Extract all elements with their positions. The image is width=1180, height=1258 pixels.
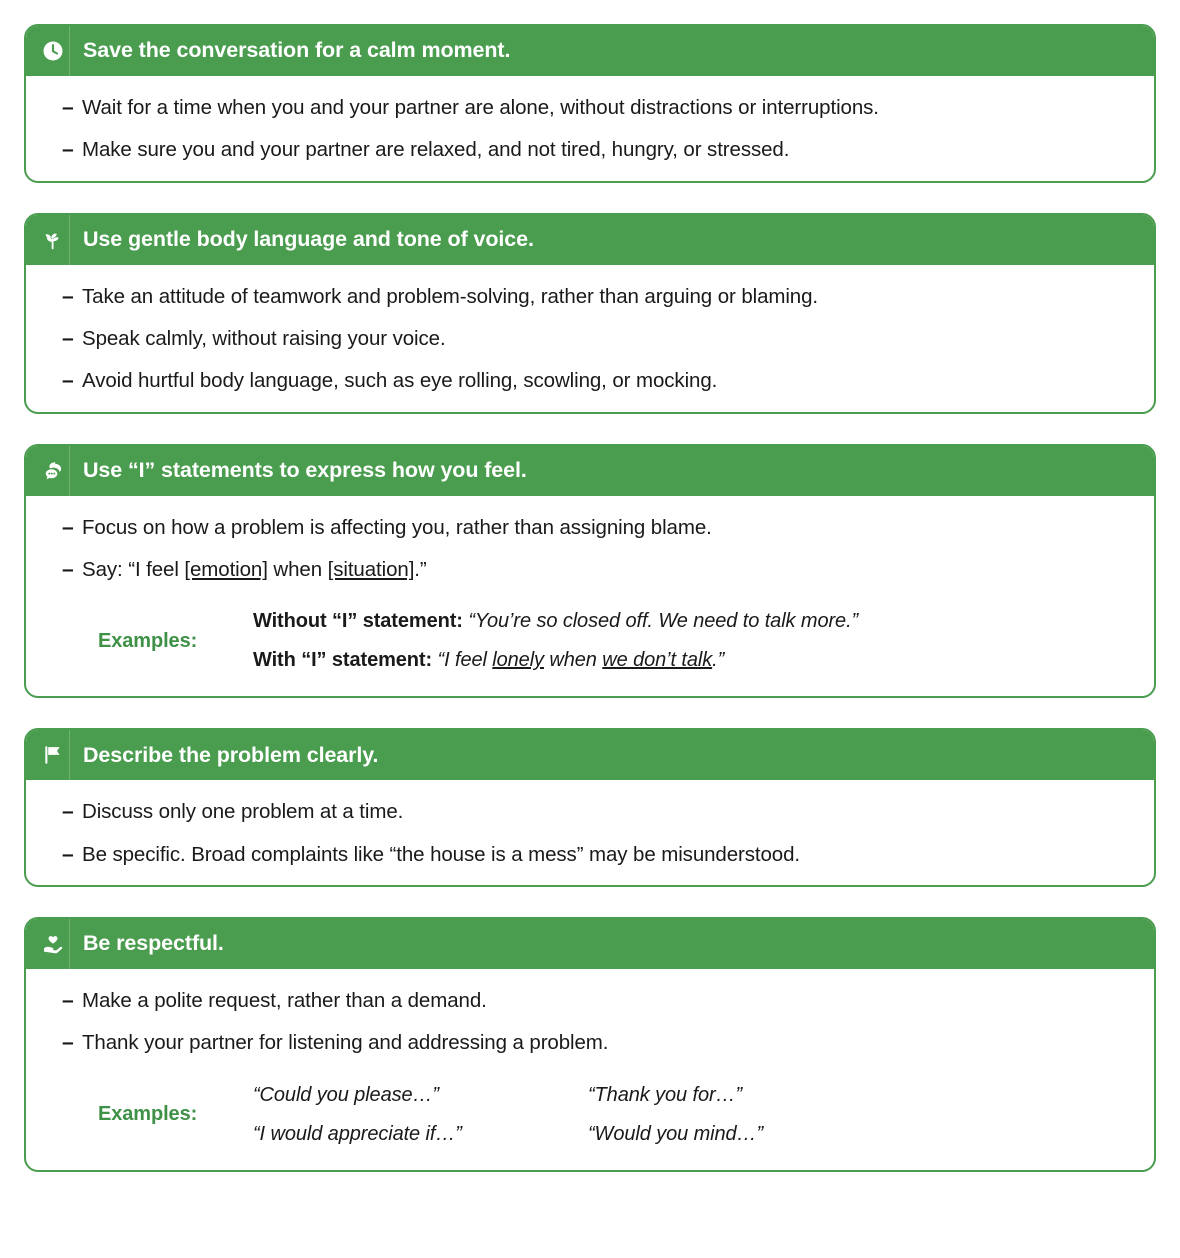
bullet-dash: – — [62, 515, 74, 539]
bullet-text: Thank your partner for listening and addressing a problem. — [82, 1031, 609, 1055]
list-item — [46, 136, 1134, 164]
bullet-text: Discuss only one problem at a time. — [82, 800, 404, 824]
card-title: Save the conversation for a calm moment. — [83, 38, 511, 63]
bullet-dash: – — [62, 558, 74, 582]
bullet-text: Be specific. Broad complaints like “the house is a mess” may be misunderstood. — [82, 842, 800, 866]
card-be-respectful — [24, 917, 1156, 1172]
list-item — [46, 1029, 1134, 1057]
card-header — [26, 26, 1154, 76]
card-header — [26, 215, 1154, 265]
leaf-icon — [36, 215, 70, 265]
example-phrase: “Thank you for…” — [588, 1083, 743, 1106]
bullet-dash: – — [62, 327, 74, 351]
bullet-dash: – — [62, 800, 74, 824]
bullet-dash: – — [62, 96, 74, 119]
example-phrase: “I would appreciate if…” — [253, 1122, 462, 1145]
bullet-dash: – — [62, 1031, 74, 1055]
list-item — [46, 367, 1134, 395]
card-gentle-body-language — [24, 213, 1156, 414]
bullet-text: Speak calmly, without raising your voice. — [82, 327, 446, 351]
card-save-the-conversation — [24, 24, 1156, 183]
list-item — [46, 514, 1134, 542]
list-item — [46, 283, 1134, 311]
bullet-dash: – — [62, 989, 74, 1013]
examples-lines — [253, 1076, 1134, 1154]
card-header — [26, 730, 1154, 780]
card-header — [26, 919, 1154, 969]
bullet-text: Focus on how a problem is affecting you, rather than assigning blame. — [82, 515, 712, 539]
card-body — [26, 496, 1154, 697]
list-item — [46, 325, 1134, 353]
card-title: Use “I” statements to express how you feel. — [83, 457, 527, 482]
examples-label: Examples: — [98, 629, 198, 652]
bullet-text: Take an attitude of teamwork and problem-solving, rather than arguing or blaming. — [82, 284, 819, 308]
bullet-dash: – — [62, 138, 74, 162]
list-item — [46, 94, 1134, 122]
card-i-statements — [24, 444, 1156, 699]
hand-heart-icon — [36, 919, 70, 969]
example-row — [253, 1076, 1134, 1115]
example-phrase: “Could you please…” — [253, 1083, 439, 1106]
example-row — [253, 1115, 1134, 1154]
bullet-text: Make a polite request, rather than a demand. — [82, 989, 487, 1013]
bullet-text: Wait for a time when you and your partner are alone, without distractions or interruptions. — [82, 96, 879, 119]
card-title: Be respectful. — [83, 931, 224, 956]
card-header — [26, 446, 1154, 496]
bullet-dash: – — [62, 842, 74, 866]
examples-block — [46, 602, 1134, 680]
list-item — [46, 556, 1134, 584]
clock-icon — [36, 26, 70, 76]
bullet-text-say: Say: “I feel [emotion] when [situation].” — [82, 558, 427, 582]
list-item — [46, 798, 1134, 826]
card-body — [26, 969, 1154, 1170]
example-quote: “I feel lonely when we don’t talk.” — [437, 649, 725, 672]
card-body — [26, 76, 1154, 181]
card-body — [26, 780, 1154, 885]
bullet-text: Make sure you and your partner are relaxed, and not tired, hungry, or stressed. — [82, 138, 790, 162]
list-item — [46, 987, 1134, 1015]
examples-lines — [253, 602, 1134, 680]
card-describe-the-problem — [24, 728, 1156, 887]
example-row — [253, 602, 1134, 641]
bullet-text: Avoid hurtful body language, such as eye rolling, scowling, or mocking. — [82, 369, 718, 393]
bullet-dash: – — [62, 284, 74, 308]
bullet-dash: – — [62, 369, 74, 393]
card-body — [26, 265, 1154, 412]
card-title: Use gentle body language and tone of voice. — [83, 226, 534, 251]
card-title: Describe the problem clearly. — [83, 742, 379, 767]
example-quote: “You’re so closed off. We need to talk more.” — [468, 610, 859, 633]
speech-bubbles-icon — [36, 446, 70, 496]
example-row — [253, 641, 1134, 680]
examples-label: Examples: — [98, 1103, 198, 1126]
flag-icon — [36, 730, 70, 780]
list-item — [46, 841, 1134, 869]
example-label: With “I” statement: — [253, 649, 433, 672]
examples-block — [46, 1076, 1134, 1154]
example-label: Without “I” statement: — [253, 610, 463, 633]
example-phrase: “Would you mind…” — [588, 1122, 764, 1145]
